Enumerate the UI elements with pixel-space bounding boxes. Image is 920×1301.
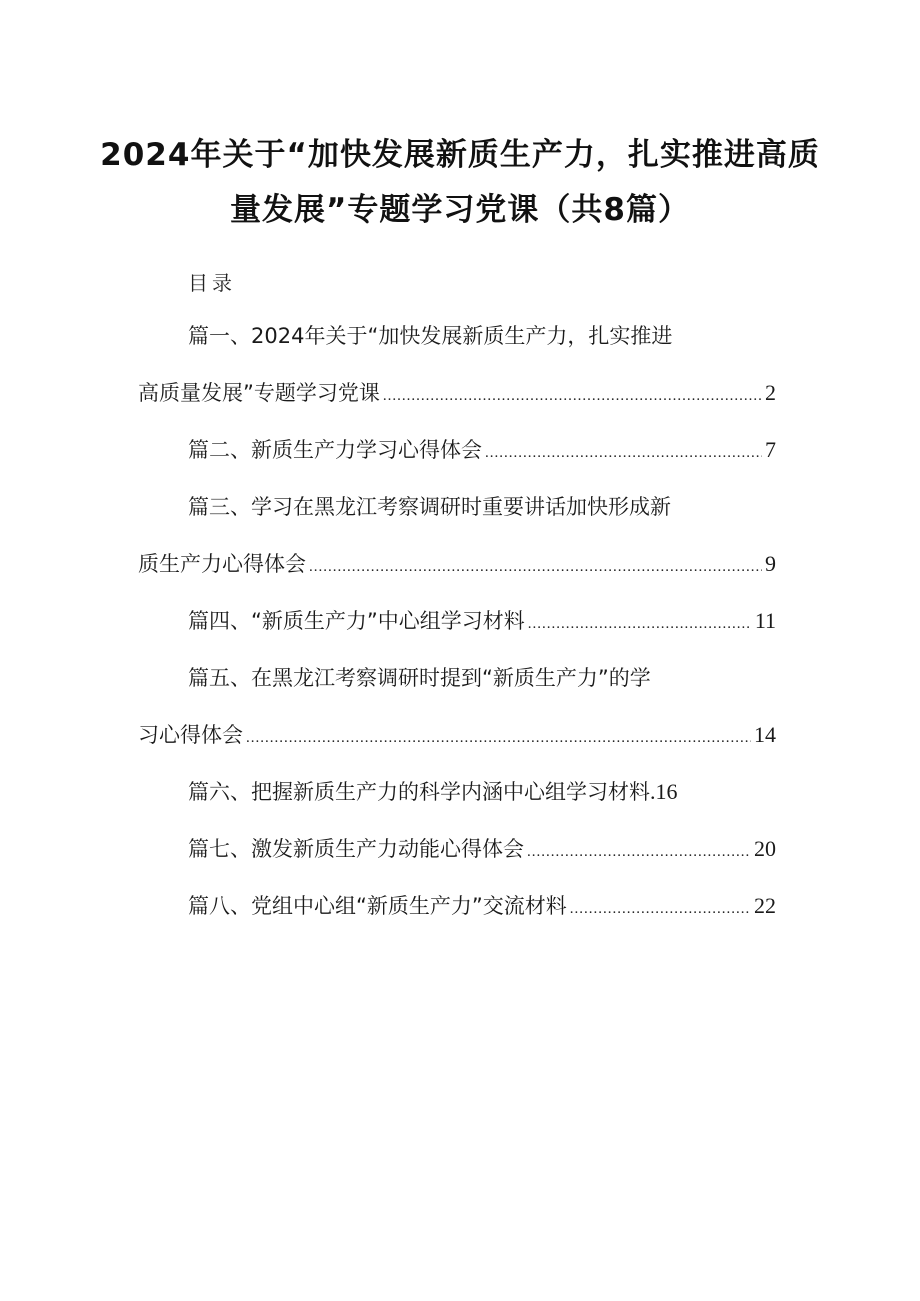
toc-page-number: 16 (655, 779, 678, 804)
toc-page-number: 14 (754, 722, 776, 747)
toc-entry-label: 习心得体会 (138, 723, 243, 747)
document-title: 2024年关于“加快发展新质生产力，扎实推进高质量发展”专题学习党课（共8篇） (100, 137, 820, 228)
toc-page-number: 22 (754, 893, 776, 918)
toc-entry-5-line-2[interactable] (138, 719, 776, 754)
toc-entry-1-line-1[interactable] (188, 320, 672, 352)
toc-page-number: 11 (754, 608, 776, 633)
toc-entry-label: 篇六、把握新质生产力的科学内涵中心组学习材料 (188, 780, 650, 804)
toc-entry-label: 篇二、新质生产力学习心得体会 (188, 438, 482, 462)
toc-leader-dots (309, 551, 762, 583)
toc-entry-4[interactable] (188, 605, 776, 640)
toc-entry-label: 篇三、学习在黑龙江考察调研时重要讲话加快形成新 (188, 495, 671, 519)
toc-entry-3-line-1[interactable] (188, 491, 671, 523)
toc-entry-8[interactable] (188, 890, 776, 925)
toc-entry-1-line-2[interactable] (138, 377, 776, 412)
toc-page-number: 7 (765, 437, 776, 462)
toc-page-number: 9 (765, 551, 776, 576)
toc-entry-label: 篇八、党组中心组“新质生产力”交流材料 (188, 894, 567, 918)
toc-leader-dots (383, 380, 762, 412)
toc-entry-label: 高质量发展”专题学习党课 (138, 381, 380, 405)
toc-entry-3-line-2[interactable] (138, 548, 776, 583)
toc-leader-dots (246, 722, 751, 754)
toc-entry-7[interactable] (188, 833, 776, 868)
toc-entry-5-line-1[interactable] (188, 662, 651, 694)
toc-page-number: 20 (754, 836, 776, 861)
toc-entry-label: 质生产力心得体会 (138, 552, 306, 576)
toc-leader-dot: . (650, 779, 656, 804)
toc-entry-label: 篇一、2024年关于“加快发展新质生产力，扎实推进 (188, 324, 673, 348)
toc-entry-6[interactable] (188, 776, 678, 808)
toc-entry-2[interactable] (188, 434, 776, 469)
toc-entry-label: 篇四、“新质生产力”中心组学习材料 (188, 609, 525, 633)
toc-page-number: 2 (765, 380, 776, 405)
toc-heading: 目录 (188, 271, 236, 295)
toc-entry-label: 篇七、激发新质生产力动能心得体会 (188, 837, 524, 861)
toc-leader-dots (485, 437, 762, 469)
toc-leader-dots (527, 836, 751, 868)
toc-leader-dots (570, 893, 751, 925)
toc-entry-label: 篇五、在黑龙江考察调研时提到“新质生产力”的学 (188, 666, 651, 690)
toc-leader-dots (528, 608, 752, 640)
